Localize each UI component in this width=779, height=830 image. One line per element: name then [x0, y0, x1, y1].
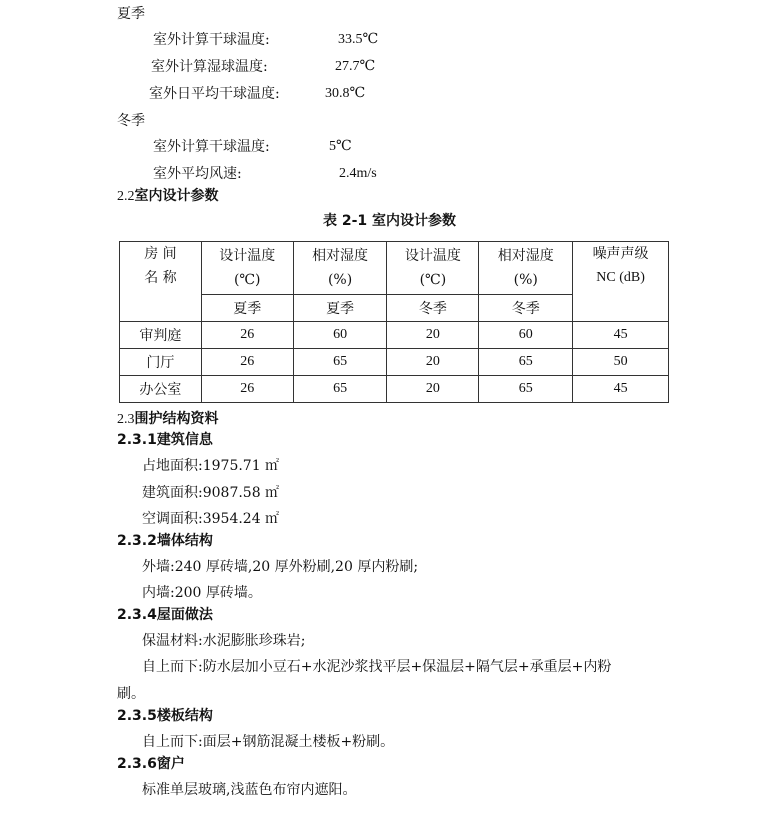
winter-wind-label: 室外平均风速: — [153, 166, 242, 182]
table-caption: 表 2-1 室内设计参数 — [322, 213, 457, 229]
season-cell: 夏季 — [201, 295, 293, 322]
floor-layers: 自上而下:面层+钢筋混凝土楼板+粉刷。 — [142, 734, 395, 750]
season-cell: 冬季 — [479, 295, 573, 322]
table-row — [120, 349, 669, 376]
header-noise: 噪声声级 NC (dB) — [573, 242, 669, 322]
table-cell: 65 — [293, 376, 387, 403]
table-cell: 65 — [479, 349, 573, 376]
section-number: 2.3.6 — [117, 756, 157, 772]
section-title: 围护结构资料 — [134, 411, 219, 427]
building-area: 建筑面积:9087.58 ㎡ — [142, 485, 280, 501]
section-number: 2.2 — [117, 189, 135, 204]
section-number: 2.3.1 — [117, 432, 157, 448]
section-2-3-2-heading — [117, 531, 213, 551]
header-winter-temp: 设计温度 (℃) — [387, 242, 479, 295]
header-room: 房 间 名 称 — [120, 242, 202, 322]
table-cell: 26 — [201, 322, 293, 349]
season-cell: 夏季 — [293, 295, 387, 322]
section-2-3-5-heading — [117, 706, 213, 726]
section-2-3-1-heading — [117, 430, 213, 450]
summer-wet-bulb-label: 室外计算湿球温度: — [151, 59, 268, 75]
summer-heading: 夏季 — [117, 6, 145, 22]
summer-daily-avg-label: 室外日平均干球温度: — [149, 86, 280, 102]
section-number: 2.3.4 — [117, 607, 157, 623]
footprint-area: 占地面积:1975.71 ㎡ — [142, 458, 280, 474]
season-cell: 冬季 — [387, 295, 479, 322]
section-title: 窗户 — [156, 756, 185, 772]
room-name: 审判庭 — [120, 322, 202, 349]
indoor-design-table — [119, 241, 669, 403]
summer-daily-avg-value: 30.8℃ — [325, 86, 366, 101]
table-cell: 60 — [479, 322, 573, 349]
summer-wet-bulb-value: 27.7℃ — [335, 59, 376, 74]
section-title: 建筑信息 — [156, 432, 213, 448]
header-summer-humidity: 相对湿度 (%) — [293, 242, 387, 295]
table-cell: 26 — [201, 376, 293, 403]
section-title: 楼板结构 — [156, 708, 213, 724]
table-row — [120, 376, 669, 403]
table-cell: 50 — [573, 349, 669, 376]
table-cell: 45 — [573, 322, 669, 349]
winter-dry-bulb-label: 室外计算干球温度: — [153, 139, 270, 155]
section-number: 2.3.2 — [117, 533, 157, 549]
section-title: 墙体结构 — [156, 533, 213, 549]
header-winter-humidity: 相对湿度 (%) — [479, 242, 573, 295]
section-title: 室内设计参数 — [134, 188, 219, 204]
roof-layers: 自上而下:防水层加小豆石+水泥沙浆找平层+保温层+隔气层+承重层+内粉 — [142, 659, 612, 675]
section-2-3-heading — [117, 409, 219, 430]
window-spec: 标准单层玻璃,浅蓝色布帘内遮阳。 — [142, 782, 357, 798]
winter-wind-value: 2.4m/s — [339, 166, 377, 181]
section-number: 2.3 — [117, 412, 135, 427]
table-cell: 60 — [293, 322, 387, 349]
section-2-3-6-heading — [117, 754, 185, 774]
summer-dry-bulb-value: 33.5℃ — [338, 32, 379, 47]
winter-heading: 冬季 — [117, 113, 145, 129]
room-name: 门厅 — [120, 349, 202, 376]
section-2-3-4-heading — [117, 605, 213, 625]
table-cell: 20 — [387, 322, 479, 349]
table-cell: 20 — [387, 376, 479, 403]
section-number: 2.3.5 — [117, 708, 157, 724]
table-row — [120, 322, 669, 349]
table-header-row — [120, 242, 669, 295]
table-cell: 65 — [293, 349, 387, 376]
table-cell: 26 — [201, 349, 293, 376]
interior-wall: 内墙:200 厚砖墙。 — [142, 585, 262, 601]
exterior-wall: 外墙:240 厚砖墙,20 厚外粉刷,20 厚内粉刷; — [142, 559, 419, 575]
roof-layers-cont: 刷。 — [117, 686, 145, 702]
table-cell: 65 — [479, 376, 573, 403]
table-cell: 20 — [387, 349, 479, 376]
insulation-material: 保温材料:水泥膨胀珍珠岩; — [142, 633, 306, 649]
summer-dry-bulb-label: 室外计算干球温度: — [153, 32, 270, 48]
room-name: 办公室 — [120, 376, 202, 403]
table-cell: 45 — [573, 376, 669, 403]
section-title: 屋面做法 — [156, 607, 213, 623]
header-summer-temp: 设计温度 (℃) — [201, 242, 293, 295]
winter-dry-bulb-value: 5℃ — [329, 139, 352, 154]
ac-area: 空调面积:3954.24 ㎡ — [142, 511, 280, 527]
section-2-2-heading — [117, 186, 219, 207]
